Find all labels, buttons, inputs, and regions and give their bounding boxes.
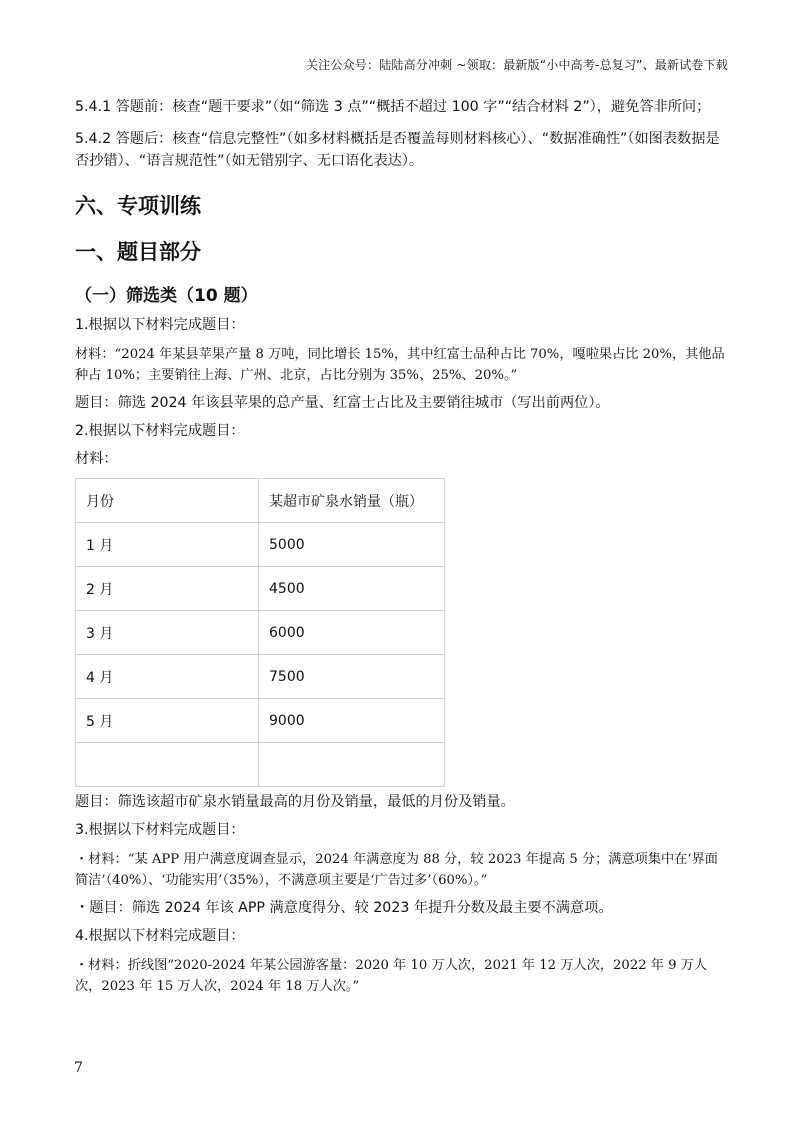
page-header: 关注公众号：陆陆高分冲刺 ~领取：最新版“小中高考-总复习”、最新试卷下载	[305, 58, 728, 72]
q4-prompt: 4.根据以下材料完成题目：	[75, 928, 245, 944]
table-row	[76, 655, 445, 699]
category-heading-filter: （一）筛选类（10 题）	[75, 286, 258, 306]
table-cell-sales	[259, 743, 445, 787]
table-cell-month: 4 月	[76, 655, 259, 699]
sales-table	[75, 478, 445, 787]
table-cell-sales: 6000	[259, 611, 445, 655]
q3-question: ・题目：筛选 2024 年该 APP 满意度得分、较 2023 年提升分数及最主要不满意项。	[75, 900, 613, 916]
table-row	[76, 699, 445, 743]
item-5-4-2: 5.4.2 答题后：核查“信息完整性”（如多材料概括是否覆盖每则材料核心）、“数据准确性”（如图表数据是否抄错）、“语言规范性”（如无错别字、无口语化表达）。	[75, 131, 720, 169]
q4-material: ・材料：折线图“2020-2024 年某公园游客量：2020 年 10 万人次，2021 年 12 万人次，2022 年 9 万人次，2023 年 15 万人次，2024 年 18 万人次。”	[75, 958, 708, 994]
table-cell-month: 3 月	[76, 611, 259, 655]
q1-prompt: 1.根据以下材料完成题目：	[75, 317, 245, 333]
q2-question: 题目：筛选该超市矿泉水销量最高的月份及销量，最低的月份及销量。	[75, 794, 515, 810]
table-cell-sales: 5000	[259, 523, 445, 567]
table-cell-sales: 9000	[259, 699, 445, 743]
table-header-sales: 某超市矿泉水销量（瓶）	[259, 479, 445, 523]
table-row	[76, 567, 445, 611]
q2-material-label: 材料：	[75, 451, 118, 467]
item-5-4-1: 5.4.1 答题前：核查“题干要求”（如“筛选 3 点”“概括不超过 100 字”“结合材料 2”），避免答非所问；	[75, 99, 711, 115]
page-number: 7	[74, 1060, 83, 1076]
section-heading-questions: 一、题目部分	[75, 240, 201, 264]
q3-material: ・材料：“某 APP 用户满意度调查显示，2024 年满意度为 88 分，较 2023 年提高 5 分；满意项集中在‘界面简洁’（40%）、‘功能实用’（35%），不满意项主要是‘广告过多’（60%）。”	[75, 852, 718, 888]
table-row	[76, 523, 445, 567]
q3-prompt: 3.根据以下材料完成题目：	[75, 822, 245, 838]
q1-question: 题目：筛选 2024 年该县苹果的总产量、红富士占比及主要销往城市（写出前两位）。	[75, 395, 610, 411]
table-row	[76, 611, 445, 655]
table-cell-month: 1 月	[76, 523, 259, 567]
table-cell-month	[76, 743, 259, 787]
table-cell-month: 2 月	[76, 567, 259, 611]
table-row-empty	[76, 743, 445, 787]
table-header-row	[76, 479, 445, 523]
table-cell-sales: 4500	[259, 567, 445, 611]
q2-prompt: 2.根据以下材料完成题目：	[75, 423, 245, 439]
q1-material: 材料：“2024 年某县苹果产量 8 万吨，同比增长 15%，其中红富士品种占比 70%，嘎啦果占比 20%，其他品种占 10%；主要销往上海、广州、北京，占比分别为 35%、25%、20%。”	[75, 347, 725, 383]
section-heading-training: 六、专项训练	[75, 194, 201, 218]
page-content	[75, 96, 725, 997]
table-header-month: 月份	[76, 479, 259, 523]
table-cell-month: 5 月	[76, 699, 259, 743]
table-cell-sales: 7500	[259, 655, 445, 699]
